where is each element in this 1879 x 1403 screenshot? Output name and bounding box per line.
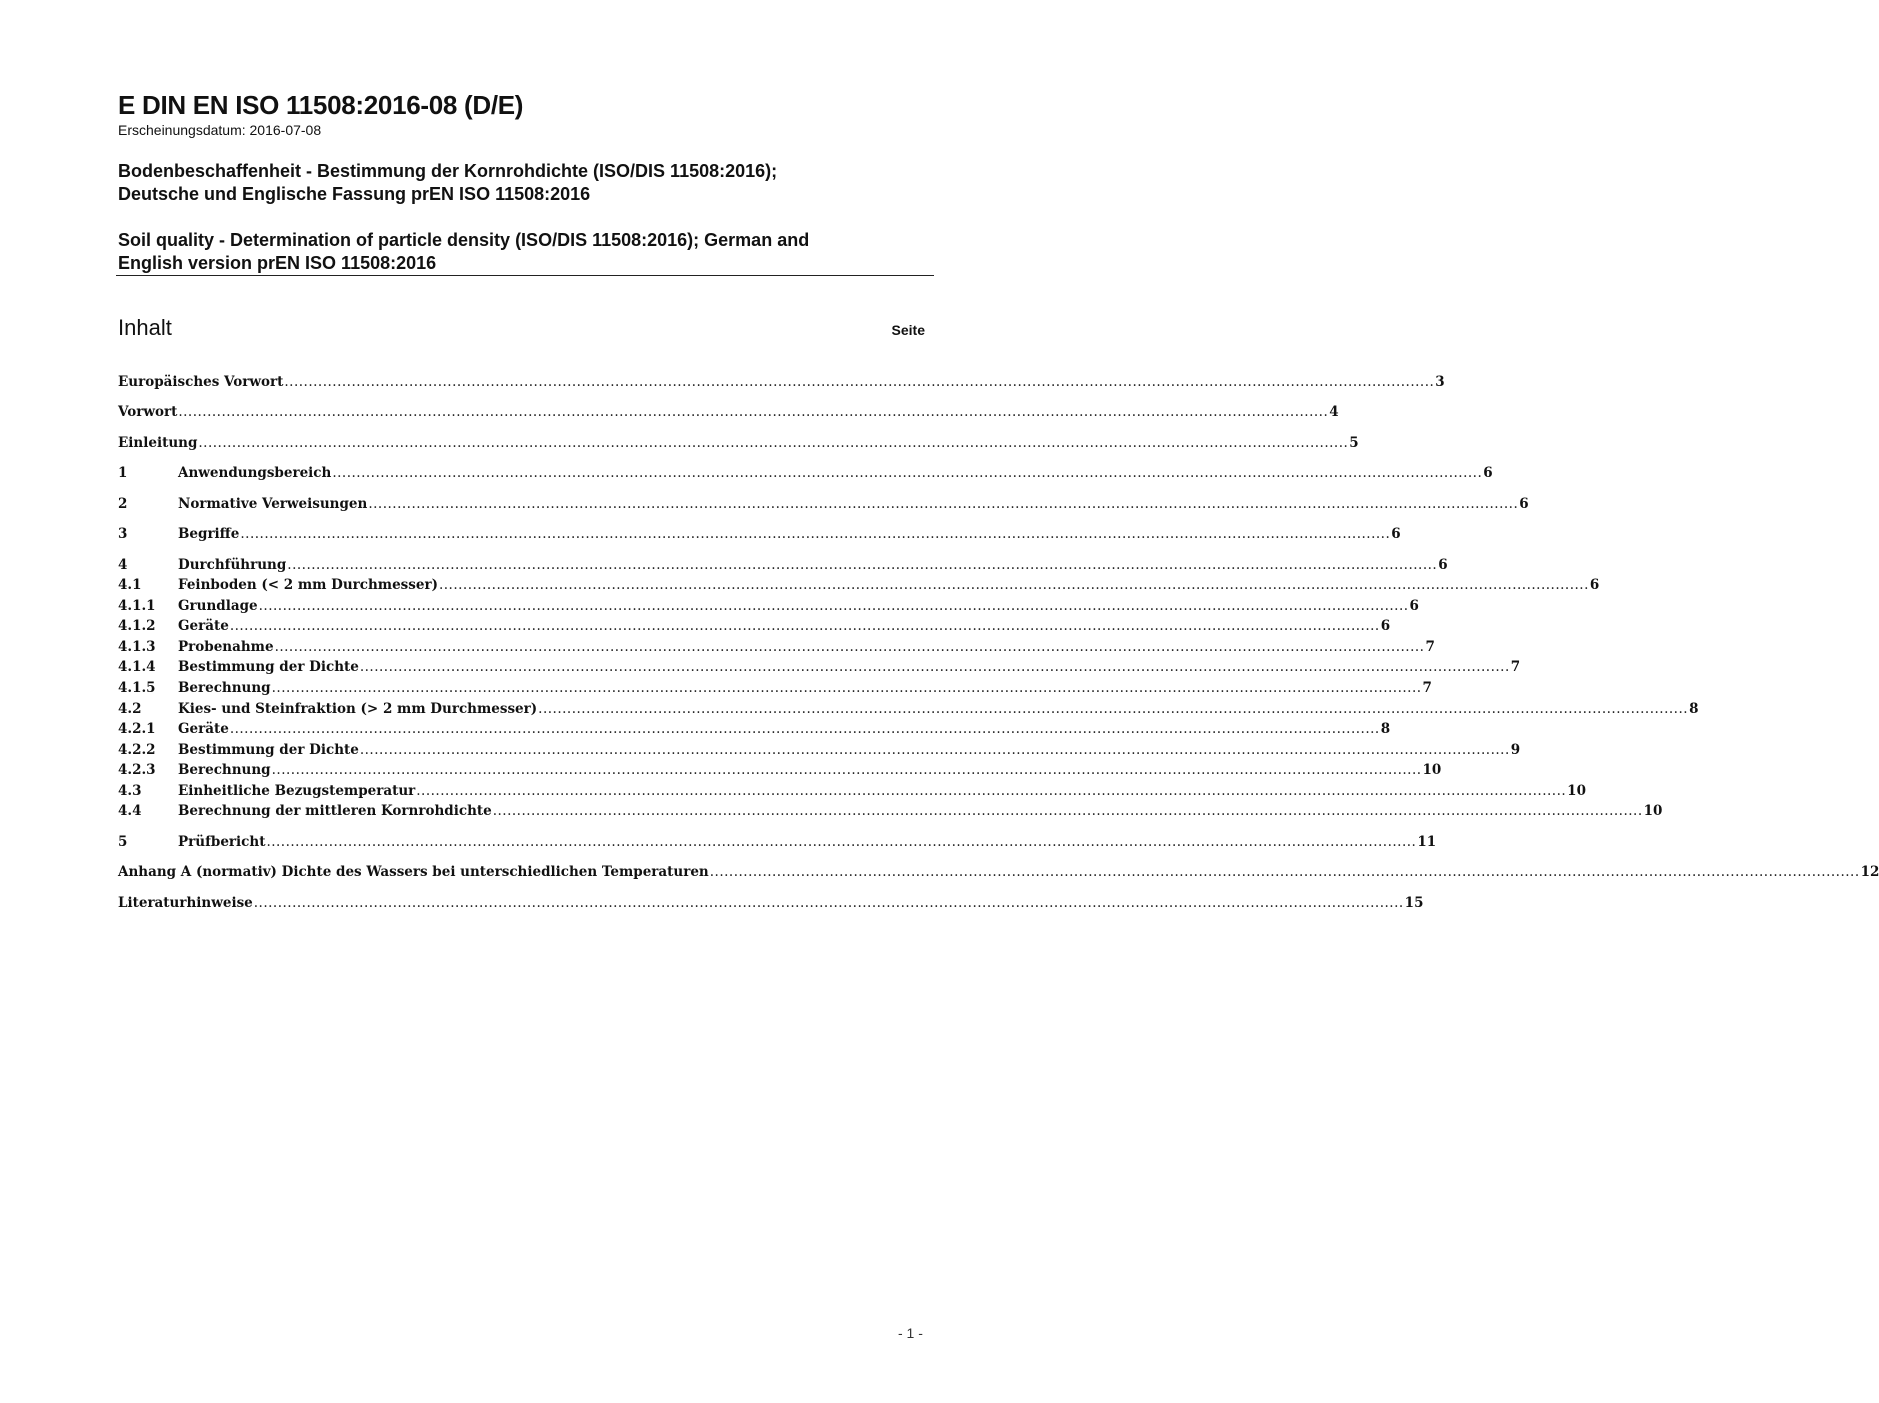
- toc-dot-leader: ................................................................................................................................................................................................................................................: [709, 864, 1860, 880]
- toc-entry[interactable]: [118, 555, 1448, 575]
- toc-dot-leader: ................................................................................................................................................................................................................................................: [271, 762, 1422, 778]
- toc-entry[interactable]: [118, 524, 1401, 544]
- toc-entry-title: Berechnung: [178, 762, 271, 778]
- toc-entry-page: 10: [1643, 803, 1663, 819]
- toc-entry-page: 10: [1422, 762, 1442, 778]
- toc-entry-title: Durchführung: [178, 557, 287, 573]
- toc-dot-leader: ................................................................................................................................................................................................................................................: [538, 701, 1689, 717]
- toc-entry-number: 4.1: [118, 577, 142, 593]
- toc-dot-leader: ................................................................................................................................................................................................................................................: [266, 834, 1417, 850]
- toc-dot-leader: ................................................................................................................................................................................................................................................: [253, 895, 1404, 911]
- toc-entry[interactable]: [118, 657, 1521, 677]
- toc-entry-page: 15: [1404, 895, 1424, 911]
- toc-entry-page: 7: [1422, 680, 1432, 696]
- toc-page-column-label: Seite: [891, 322, 925, 338]
- toc-entry[interactable]: [118, 494, 1529, 514]
- toc-entry-title: Begriffe: [178, 526, 240, 542]
- toc-entry[interactable]: [118, 433, 1359, 453]
- toc-entry[interactable]: [118, 719, 1391, 739]
- toc-entry-title: Einheitliche Bezugstemperatur: [178, 783, 416, 799]
- title-german: [118, 160, 933, 206]
- toc-entry[interactable]: [118, 781, 1586, 801]
- toc-entry-page: 6: [1438, 557, 1448, 573]
- toc-entry[interactable]: [118, 699, 1699, 719]
- toc-dot-leader: ................................................................................................................................................................................................................................................: [198, 435, 1349, 451]
- toc-entry[interactable]: [118, 760, 1442, 780]
- toc-entry-page: 7: [1425, 639, 1435, 655]
- toc-entry-title: Probenahme: [178, 639, 274, 655]
- toc-dot-leader: ................................................................................................................................................................................................................................................: [416, 783, 1567, 799]
- toc-dot-leader: ................................................................................................................................................................................................................................................: [287, 557, 1438, 573]
- toc-entry-number: 4: [118, 557, 128, 573]
- title-german-line-1: Bodenbeschaffenheit - Bestimmung der Kornrohdichte (ISO/DIS 11508:2016);: [118, 161, 778, 181]
- toc-entry-title: Anwendungsbereich: [178, 465, 332, 481]
- toc-dot-leader: ................................................................................................................................................................................................................................................: [258, 598, 1409, 614]
- toc-entry-page: 9: [1510, 742, 1521, 758]
- toc-entry-page: 6: [1589, 577, 1600, 593]
- title-english-line-1: Soil quality - Determination of particle density (ISO/DIS 11508:2016); German and: [118, 230, 810, 250]
- toc-dot-leader: ................................................................................................................................................................................................................................................: [438, 577, 1589, 593]
- toc-entry-number: 4.2.3: [118, 762, 156, 778]
- toc-entry-title: Anhang A (normativ) Dichte des Wassers bei unterschiedlichen Temperaturen: [118, 864, 709, 880]
- toc-entry-number: 4.2: [118, 701, 142, 717]
- toc-dot-leader: ................................................................................................................................................................................................................................................: [229, 721, 1380, 737]
- toc-entry-title: Prüfbericht: [178, 834, 266, 850]
- header-divider: [116, 275, 934, 276]
- toc-entry[interactable]: [118, 372, 1445, 392]
- toc-dot-leader: ................................................................................................................................................................................................................................................: [229, 618, 1380, 634]
- title-english: [118, 229, 933, 275]
- toc-dot-leader: ................................................................................................................................................................................................................................................: [359, 659, 1510, 675]
- toc-entry-title: Geräte: [178, 618, 229, 634]
- toc-dot-leader: ................................................................................................................................................................................................................................................: [368, 496, 1519, 512]
- toc-dot-leader: ................................................................................................................................................................................................................................................: [274, 639, 1425, 655]
- toc-entry[interactable]: [118, 893, 1424, 913]
- document-title: E DIN EN ISO 11508:2016-08 (D/E): [118, 90, 524, 120]
- toc-entry[interactable]: [118, 575, 1600, 595]
- page-number: - 1 -: [898, 1325, 923, 1341]
- toc-entry-title: Normative Verweisungen: [178, 496, 368, 512]
- toc-entry[interactable]: [118, 596, 1419, 616]
- toc-entry-page: 10: [1567, 783, 1586, 799]
- toc-entry-page: 4: [1329, 404, 1339, 420]
- toc-entry-number: 4.1.1: [118, 598, 156, 614]
- toc-entry-title: Geräte: [178, 721, 229, 737]
- toc-entry[interactable]: [118, 616, 1391, 636]
- title-english-line-2: English version prEN ISO 11508:2016: [118, 253, 437, 273]
- toc-entry-number: 1: [118, 465, 128, 481]
- toc-entry-page: 3: [1435, 374, 1445, 390]
- toc-entry[interactable]: [118, 801, 1663, 821]
- toc-entry-page: 12: [1860, 864, 1879, 880]
- toc-dot-leader: ................................................................................................................................................................................................................................................: [271, 680, 1422, 696]
- toc-entry-title: Feinboden (< 2 mm Durchmesser): [178, 577, 438, 593]
- toc-entry-number: 3: [118, 526, 128, 542]
- toc-entry[interactable]: [118, 740, 1521, 760]
- toc-entry-number: 4.1.3: [118, 639, 156, 655]
- toc-entry[interactable]: [118, 678, 1432, 698]
- toc-heading: Inhalt: [118, 315, 172, 340]
- toc-entry-number: 5: [118, 834, 128, 850]
- toc-entry-number: 4.2.1: [118, 721, 156, 737]
- toc-entry-number: 4.4: [118, 803, 142, 819]
- toc-entry[interactable]: [118, 862, 1879, 882]
- toc-entry-title: Berechnung der mittleren Kornrohdichte: [178, 803, 492, 819]
- toc-entry-number: 2: [118, 496, 128, 512]
- toc-dot-leader: ................................................................................................................................................................................................................................................: [178, 404, 1329, 420]
- toc-entry-number: 4.1.5: [118, 680, 156, 696]
- toc-entry-title: Grundlage: [178, 598, 258, 614]
- toc-entry-page: 6: [1391, 526, 1401, 542]
- toc-entry-page: 6: [1409, 598, 1419, 614]
- toc-entry-page: 6: [1519, 496, 1529, 512]
- toc-entry[interactable]: [118, 463, 1493, 483]
- toc-entry-title: Bestimmung der Dichte: [178, 659, 359, 675]
- toc-dot-leader: ................................................................................................................................................................................................................................................: [284, 374, 1435, 390]
- title-german-line-2: Deutsche und Englische Fassung prEN ISO 11508:2016: [118, 184, 591, 204]
- toc-entry-title: Literaturhinweise: [118, 895, 253, 911]
- toc-entry-number: 4.2.2: [118, 742, 156, 758]
- toc-entry-title: Berechnung: [178, 680, 271, 696]
- toc-dot-leader: ................................................................................................................................................................................................................................................: [332, 465, 1483, 481]
- toc-entry[interactable]: [118, 402, 1339, 422]
- toc-dot-leader: ................................................................................................................................................................................................................................................: [359, 742, 1510, 758]
- toc-entry-page: 11: [1417, 834, 1437, 850]
- toc-entry-title: Kies- und Steinfraktion (> 2 mm Durchmesser): [178, 701, 538, 717]
- toc-entry-page: 6: [1380, 618, 1391, 634]
- toc-entry[interactable]: [118, 637, 1435, 657]
- toc-entry-title: Bestimmung der Dichte: [178, 742, 359, 758]
- toc-entry-page: 8: [1689, 701, 1699, 717]
- toc-entry-title: Europäisches Vorwort: [118, 374, 284, 390]
- toc-entry[interactable]: [118, 832, 1437, 852]
- toc-entry-title: Einleitung: [118, 435, 198, 451]
- toc-entry-title: Vorwort: [118, 404, 178, 420]
- toc-dot-leader: ................................................................................................................................................................................................................................................: [240, 526, 1391, 542]
- publication-date: Erscheinungsdatum: 2016-07-08: [118, 122, 322, 138]
- toc-entry-number: 4.1.2: [118, 618, 156, 634]
- toc-dot-leader: ................................................................................................................................................................................................................................................: [492, 803, 1643, 819]
- toc-entry-page: 5: [1349, 435, 1359, 451]
- toc-entry-number: 4.3: [118, 783, 142, 799]
- toc-entry-page: 6: [1483, 465, 1493, 481]
- toc-entry-number: 4.1.4: [118, 659, 156, 675]
- toc-entry-page: 8: [1380, 721, 1391, 737]
- toc-entry-page: 7: [1510, 659, 1521, 675]
